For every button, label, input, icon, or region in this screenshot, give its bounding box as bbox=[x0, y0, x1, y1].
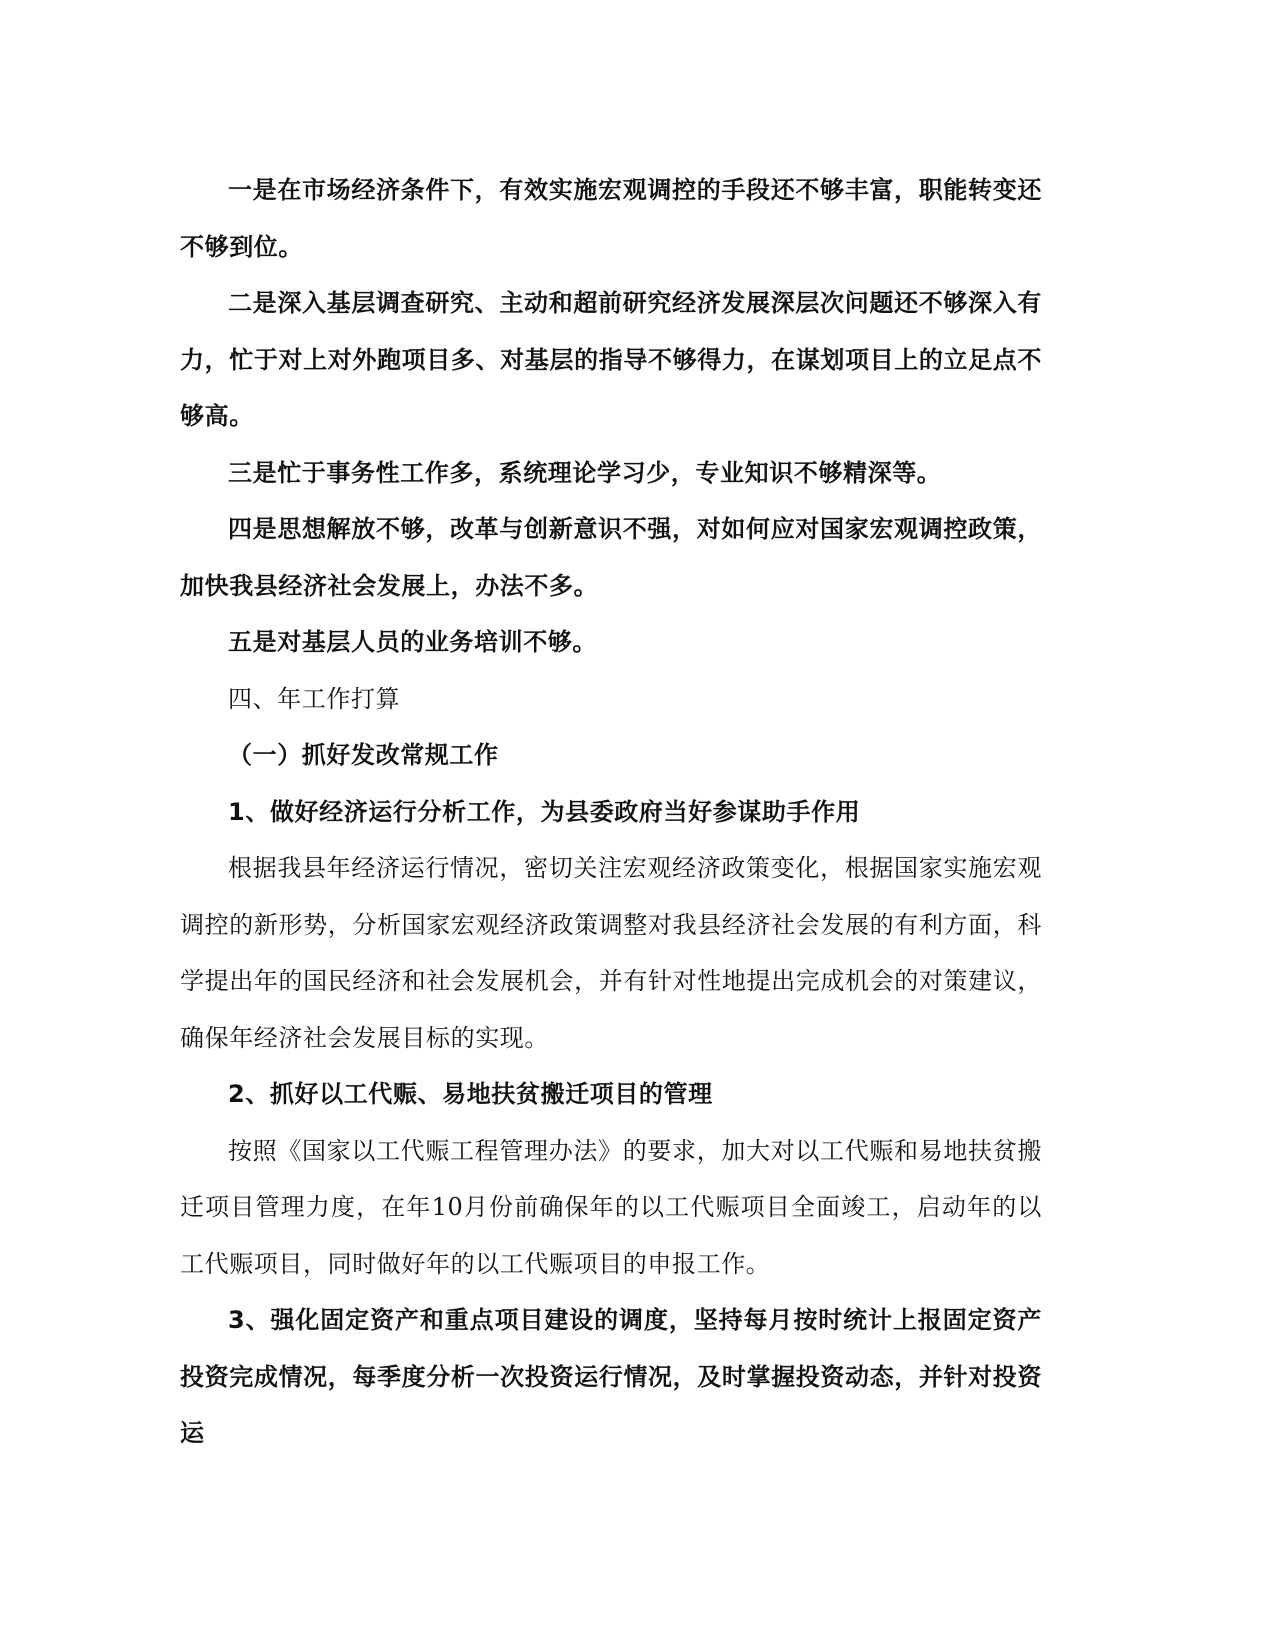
paragraph-economic-analysis: 根据我县年经济运行情况，密切关注宏观经济政策变化，根据国家实施宏观调控的新形势，分析国家宏观经济政策调整对我县经济社会发展的有利方面，科学提出年的国民经济和社会发展机会，并有针对性地提出完成机会的对策建议，确保年经济社会发展目标的实现。 bbox=[180, 854, 1042, 1052]
paragraph-fixed-assets: 3、强化固定资产和重点项目建设的调度，坚持每月按时统计上报固定资产投资完成情况，每季度分析一次投资运行情况，及时掌握投资动态，并针对投资运 bbox=[180, 1306, 1042, 1447]
paragraph-relief-projects: 按照《国家以工代赈工程管理办法》的要求，加大对以工代赈和易地扶贫搬迁项目管理力度，在年10月份前确保年的以工代赈项目全面竣工，启动年的以工代赈项目，同时做好年的以工代赈项目的申报工作。 bbox=[180, 1136, 1042, 1278]
paragraph-problem-4: 四是思想解放不够，改革与创新意识不强，对如何应对国家宏观调控政策，加快我县经济社会发展上，办法不多。 bbox=[180, 515, 1042, 600]
paragraph-problem-5: 五是对基层人员的业务培训不够。 bbox=[228, 628, 597, 656]
paragraph-problem-3: 三是忙于事务性工作多，系统理论学习少，专业知识不够精深等。 bbox=[228, 458, 942, 487]
item-heading-relief-projects: 2、抓好以工代赈、易地扶贫搬迁项目的管理 bbox=[228, 1080, 713, 1108]
item-heading-economic-analysis: 1、做好经济运行分析工作，为县委政府当好参谋助手作用 bbox=[228, 797, 861, 826]
paragraph-problem-2: 二是深入基层调查研究、主动和超前研究经济发展深层次问题还不够深入有力，忙于对上对外跑项目多、对基层的指导不够得力，在谋划项目上的立足点不够高。 bbox=[180, 289, 1042, 430]
subsection-heading-routine-work: （一）抓好发改常规工作 bbox=[228, 741, 499, 769]
document-body bbox=[180, 162, 1042, 1462]
paragraph-problem-1: 一是在市场经济条件下，有效实施宏观调控的手段还不够丰富，职能转变还不够到位。 bbox=[180, 176, 1042, 261]
section-heading-work-plan: 四、年工作打算 bbox=[228, 684, 401, 713]
